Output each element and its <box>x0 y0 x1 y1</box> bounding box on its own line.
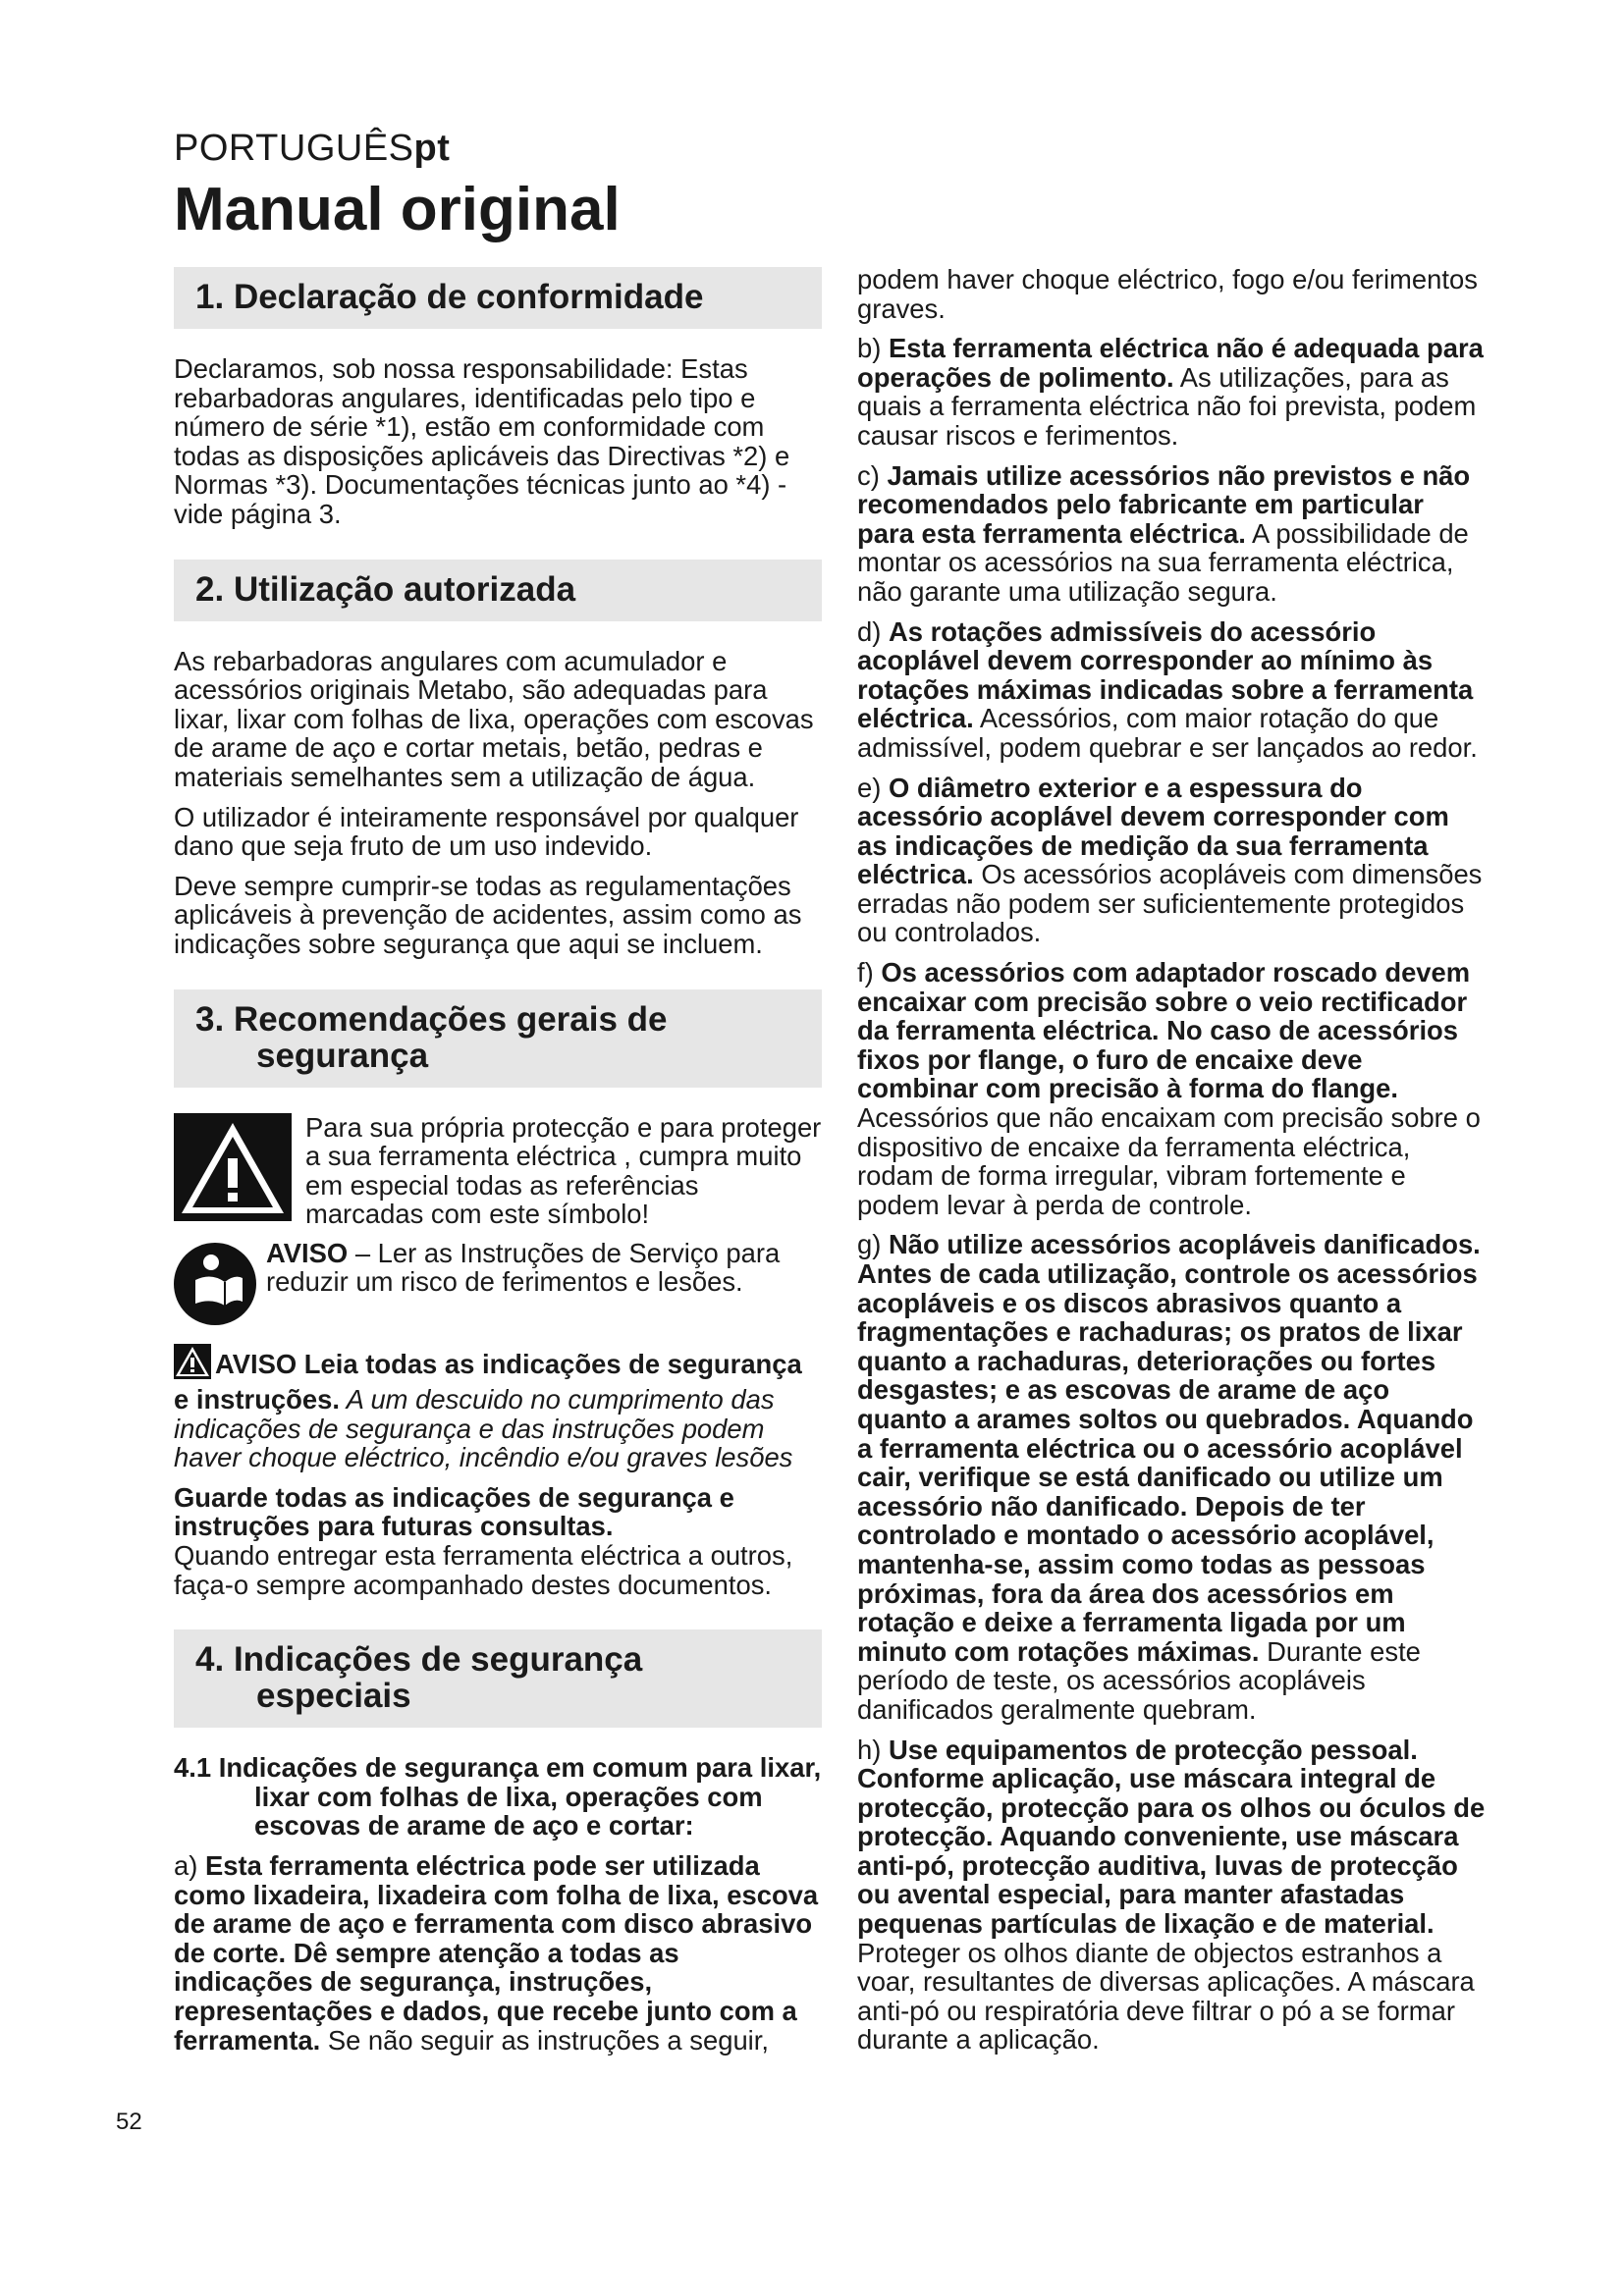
read-manual-icon <box>174 1243 256 1331</box>
section-2-heading: 2. Utilização autorizada <box>174 560 822 621</box>
item-c: c) Jamais utilize acessórios não previstos e não recomendados pelo fabricante em particular para esta ferramenta eléctrica. A possibilidade de montar os acessórios na sua ferramenta eléctrica, não garante uma utilização segura. <box>857 459 1471 607</box>
page-number: 52 <box>116 2109 142 2135</box>
item-d: d) As rotações admissíveis do acessório acoplável devem corresponder ao mínimo às rotações máximas indicadas sobre a ferramenta eléctrica. Acessórios, com maior rotação do que admissível, podem quebrar e ser lançados ao redor. <box>857 615 1478 763</box>
language-name: PORTUGUÊS <box>174 128 414 169</box>
section-2-paragraph: As rebarbadoras angulares com acumulador e acessórios originais Metabo, são adequadas para lixar, lixar com folhas de lixa, operações com escovas de arame de aço e cortar metais, betão, pedras e materiais semelhantes sem a utilização de água. <box>174 645 814 792</box>
section-1-heading: 1. Declaração de conformidade <box>174 267 822 329</box>
item-h: h) Use equipamentos de protecção pessoal. Conforme aplicação, use máscara integral de protecção, protecção para os olhos ou óculos de protecção. Aquando conveniente, use máscara anti-pó, protecção auditiva, luvas de protecção ou avental especial, para manter afastadas pequenas partículas de lixação e de material. Proteger os olhos diante de objectos estranhos a voar, resultantes de diversas aplicações. A máscara anti-pó ou respiratória deve filtrar o pó a se formar durante a aplicação. <box>857 1734 1486 2056</box>
warning-symbol-note: Para sua própria protecção e para proteger a sua ferramenta eléctrica , cumpra muito em especial todas as referências marcadas com este símbolo! <box>174 1113 822 1229</box>
item-a-continued: podem haver choque eléctrico, fogo e/ou ferimentos graves. <box>857 264 1478 324</box>
language-label <box>174 128 450 170</box>
item-f: f) Os acessórios com adaptador roscado devem encaixar com precisão sobre o veio rectificador da ferramenta eléctrica. No caso de acessórios fixos por flange, o furo de encaixe deve combinar com precisão à forma do flange. Acessórios que não encaixam com precisão sobre o dispositivo de encaixe da ferramenta eléctrica, rodam de forma irregular, vibram fortemente e podem levar à perda de controle. <box>857 957 1481 1220</box>
section-2-paragraph: Deve sempre cumprir-se todas as regulamentações aplicáveis à prevenção de acidentes, assim como as indicações sobre segurança que aqui se incluem. <box>174 870 802 959</box>
item-e: e) O diâmetro exterior e a espessura do acessório acoplável devem corresponder com as indicações de medição da sua ferramenta eléctrica. Os acessórios acopláveis com dimensões erradas não podem ser suficientemente protegidos ou controlados. <box>857 772 1483 948</box>
section-4-heading: 4. Indicações de segurança especiais <box>174 1629 822 1728</box>
read-manual-note: AVISO – Ler as Instruções de Serviço para reduzir um risco de ferimentos e lesões. <box>174 1239 822 1331</box>
page-title: Manual original <box>174 176 621 243</box>
left-column <box>174 267 822 2065</box>
aviso-safety-note: AVISO Leia todas as indicações de segurança e instruções. A um descuido no cumprimento das indicações de segurança e das instruções podem haver choque eléctrico, incêndio e/ou graves lesões <box>174 1344 822 1471</box>
subsection-4-1-heading: 4.1 Indicações de segurança em comum para lixar, lixar com folhas de lixa, operações com escovas de arame de aço e cortar: <box>174 1752 822 1842</box>
section-1-body: Declaramos, sob nossa responsabilidade: Estas rebarbadoras angulares, identificadas pelo tipo e número de série *1), estão em conformidade com todas as disposições aplicáveis das Directivas *2) e Normas *3). Documentações técnicas junto ao *4) - vide página 3. <box>174 353 790 529</box>
keep-instructions-note: Guarde todas as indicações de segurança e instruções para futuras consultas. Quando entregar esta ferramenta eléctrica a outros, faça-o sempre acompanhado destes documentos. <box>174 1481 793 1600</box>
item-a: a) Esta ferramenta eléctrica pode ser utilizada como lixadeira, lixadeira com folha de lixa, escova de arame de aço e ferramenta com disco abrasivo de corte. Dê sempre atenção a todas as indicações de segurança, instruções, representações e dados, que recebe junto com a ferramenta. Se não seguir as instruções a seguir, <box>174 1850 819 2056</box>
warning-triangle-icon <box>174 1113 292 1227</box>
item-g: g) Não utilize acessórios acopláveis danificados. Antes de cada utilização, controle os acessórios acopláveis e os discos abrasivos quanto a fragmentações e rachaduras; os pratos de lixar quanto a rachaduras, deteriorações ou fortes desgastes; e as escovas de arame de aço quanto a arames soltos ou quebrados. Aquando a ferramenta eléctrica ou o acessório acoplável cair, verifique se está danificado ou utilize um acessório não danificado. Depois de ter controlado e montado o acessório acoplável, mantenha-se, assim como todas as pessoas próximas, fora da área dos acessórios em rotação e deixe a ferramenta ligada por um minuto com rotações máximas. Durante este período de teste, os acessórios acopláveis danificados geralmente quebram. <box>857 1229 1481 1725</box>
item-b: b) Esta ferramenta eléctrica não é adequada para operações de polimento. As utilizações, para as quais a ferramenta eléctrica não foi prevista, podem causar riscos e ferimentos. <box>857 333 1484 451</box>
warning-triangle-icon <box>174 1344 211 1385</box>
section-2-paragraph: O utilizador é inteiramente responsável por qualquer dano que seja fruto de um uso indevido. <box>174 801 799 862</box>
right-column <box>857 265 1486 2065</box>
language-code: pt <box>413 128 451 169</box>
section-3-heading: 3. Recomendações gerais de segurança <box>174 989 822 1088</box>
